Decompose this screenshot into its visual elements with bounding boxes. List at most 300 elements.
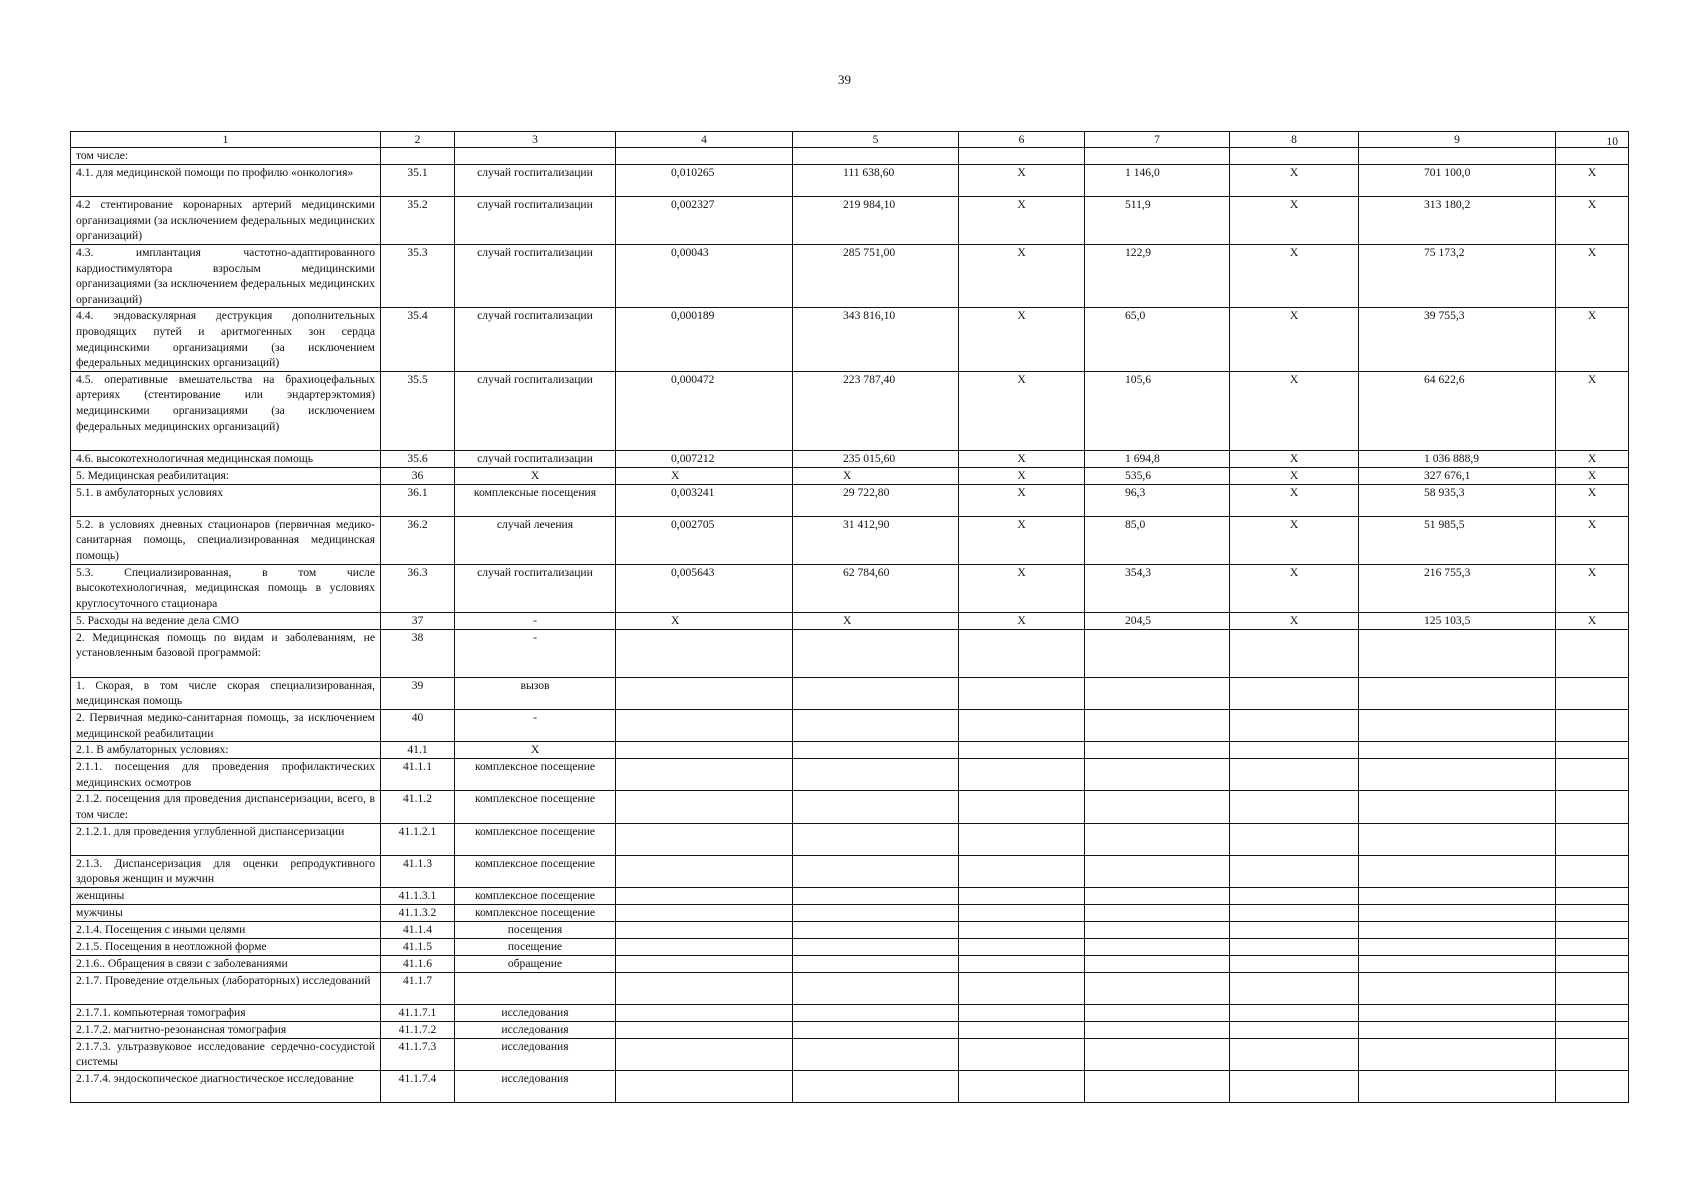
table-cell-col7	[1085, 1021, 1230, 1038]
table-cell-col9	[1359, 972, 1556, 1004]
table-cell-col7: 1 694,8	[1085, 450, 1230, 467]
table-cell-col10: X	[1556, 467, 1629, 484]
table-cell-col9	[1359, 1004, 1556, 1021]
table-cell-col3: комплексное посещение	[455, 887, 616, 904]
table-row	[71, 855, 1629, 887]
table-cell-col9	[1359, 904, 1556, 921]
table-cell-col9: 125 103,5	[1359, 612, 1556, 629]
table-cell-col2	[381, 148, 455, 165]
table-cell-col2: 41.1.3.2	[381, 904, 455, 921]
table-cell-col4: 0,00043	[616, 245, 793, 308]
table-cell-col7	[1085, 938, 1230, 955]
table-cell-col8	[1230, 1070, 1359, 1102]
table-cell-col4	[616, 955, 793, 972]
table-row	[71, 245, 1629, 308]
table-cell-col6: X	[959, 450, 1085, 467]
table-cell-col3: исследования	[455, 1004, 616, 1021]
table-cell-col3: -	[455, 629, 616, 677]
table-cell-col5: 223 787,40	[793, 371, 959, 450]
table-cell-col7	[1085, 629, 1230, 677]
table-cell-col9	[1359, 1021, 1556, 1038]
table-row	[71, 904, 1629, 921]
table-cell-col9	[1359, 823, 1556, 855]
table-cell-col1: 5. Расходы на ведение дела СМО	[71, 612, 381, 629]
table-cell-col7	[1085, 742, 1230, 759]
table-cell-col10: X	[1556, 308, 1629, 371]
table-cell-col1: 1. Скорая, в том числе скорая специализированная, медицинская помощь	[71, 677, 381, 709]
table-cell-col5	[793, 709, 959, 741]
page-number: 39	[838, 72, 851, 87]
table-cell-col8	[1230, 148, 1359, 165]
table-cell-col9	[1359, 1038, 1556, 1070]
table-cell-col3: -	[455, 709, 616, 741]
table-cell-col5	[793, 1070, 959, 1102]
table-cell-col1: 2.1.4. Посещения с иными целями	[71, 921, 381, 938]
table-cell-col1: 2.1.6.. Обращения в связи с заболеваниями	[71, 955, 381, 972]
table-cell-col5: X	[793, 467, 959, 484]
table-cell-col4: 0,010265	[616, 165, 793, 197]
data-table	[70, 131, 1629, 1103]
table-row	[71, 938, 1629, 955]
table-cell-col7: 85,0	[1085, 516, 1230, 564]
table-row	[71, 972, 1629, 1004]
table-cell-col1: 2.1.2.1. для проведения углубленной диспансеризации	[71, 823, 381, 855]
table-row	[71, 887, 1629, 904]
table-cell-col8: X	[1230, 165, 1359, 197]
table-cell-col4: 0,002705	[616, 516, 793, 564]
table-cell-col1: женщины	[71, 887, 381, 904]
table-cell-col8: X	[1230, 245, 1359, 308]
table-cell-col3: исследования	[455, 1038, 616, 1070]
table-cell-col8: X	[1230, 484, 1359, 516]
table-cell-col10	[1556, 709, 1629, 741]
table-cell-col6	[959, 823, 1085, 855]
table-cell-col6	[959, 677, 1085, 709]
table-cell-col2: 35.1	[381, 165, 455, 197]
table-cell-col3: случай госпитализации	[455, 165, 616, 197]
table-cell-col7	[1085, 148, 1230, 165]
table-cell-col3: обращение	[455, 955, 616, 972]
table-cell-col10	[1556, 1070, 1629, 1102]
table-cell-col8	[1230, 955, 1359, 972]
table-cell-col8	[1230, 1038, 1359, 1070]
table-cell-col9: 216 755,3	[1359, 564, 1556, 612]
table-cell-col10	[1556, 823, 1629, 855]
table-row	[71, 629, 1629, 677]
table-cell-col4	[616, 148, 793, 165]
table-cell-col9: 1 036 888,9	[1359, 450, 1556, 467]
table-cell-col2: 41.1.7.2	[381, 1021, 455, 1038]
table-cell-col8	[1230, 921, 1359, 938]
table-cell-col7: 1 146,0	[1085, 165, 1230, 197]
table-cell-col7	[1085, 791, 1230, 823]
table-cell-col9	[1359, 921, 1556, 938]
table-cell-col4	[616, 709, 793, 741]
table-cell-col4: 0,000472	[616, 371, 793, 450]
table-cell-col2: 41.1.7.1	[381, 1004, 455, 1021]
table-cell-col3: случай госпитализации	[455, 197, 616, 245]
table-cell-col6	[959, 148, 1085, 165]
table-cell-col10	[1556, 938, 1629, 955]
table-cell-col6	[959, 1038, 1085, 1070]
table-cell-col10: X	[1556, 450, 1629, 467]
table-cell-col8	[1230, 1004, 1359, 1021]
table-cell-col4: 0,000189	[616, 308, 793, 371]
table-cell-col2: 35.2	[381, 197, 455, 245]
table-cell-col2: 41.1.3	[381, 855, 455, 887]
table-cell-col5: 29 722,80	[793, 484, 959, 516]
table-cell-col7	[1085, 709, 1230, 741]
table-cell-col5	[793, 955, 959, 972]
table-cell-col2: 36.1	[381, 484, 455, 516]
table-cell-col1: 2.1.7.4. эндоскопическое диагностическое исследование	[71, 1070, 381, 1102]
table-cell-col3: комплексное посещение	[455, 904, 616, 921]
table-cell-col10: X	[1556, 612, 1629, 629]
table-cell-col10	[1556, 742, 1629, 759]
table-cell-col3: X	[455, 742, 616, 759]
column-header: 1	[71, 132, 381, 148]
table-cell-col2: 36	[381, 467, 455, 484]
table-cell-col6	[959, 855, 1085, 887]
table-cell-col7: 511,9	[1085, 197, 1230, 245]
table-cell-col3	[455, 148, 616, 165]
table-cell-col9: 58 935,3	[1359, 484, 1556, 516]
table-cell-col4: 0,005643	[616, 564, 793, 612]
table-cell-col6: X	[959, 371, 1085, 450]
table-cell-col6	[959, 1070, 1085, 1102]
table-cell-col10	[1556, 677, 1629, 709]
column-header: 2	[381, 132, 455, 148]
table-cell-col8: X	[1230, 516, 1359, 564]
table-cell-col7: 122,9	[1085, 245, 1230, 308]
table-cell-col6	[959, 921, 1085, 938]
table-cell-col7	[1085, 759, 1230, 791]
table-cell-col8: X	[1230, 308, 1359, 371]
table-cell-col10	[1556, 1021, 1629, 1038]
table-cell-col4: 0,002327	[616, 197, 793, 245]
table-cell-col2: 39	[381, 677, 455, 709]
table-cell-col1: 5.3. Специализированная, в том числе высокотехнологичная, медицинская помощь в условиях круглосуточного стационара	[71, 564, 381, 612]
table-cell-col3: случай госпитализации	[455, 564, 616, 612]
table-cell-col7: 65,0	[1085, 308, 1230, 371]
table-row	[71, 823, 1629, 855]
table-cell-col5	[793, 742, 959, 759]
table-cell-col2: 36.2	[381, 516, 455, 564]
table-row	[71, 955, 1629, 972]
table-row	[71, 197, 1629, 245]
column-header: 7	[1085, 132, 1230, 148]
table-cell-col2: 41.1.7.3	[381, 1038, 455, 1070]
table-cell-col7	[1085, 677, 1230, 709]
table-cell-col1: 4.4. эндоваскулярная деструкция дополнительных проводящих путей и аритмогенных зон сердца медицинскими организациями (за исключением федеральных медицинских организаций)	[71, 308, 381, 371]
table-cell-col5: 235 015,60	[793, 450, 959, 467]
table-cell-col10	[1556, 972, 1629, 1004]
table-cell-col3: случай госпитализации	[455, 371, 616, 450]
table-row	[71, 1070, 1629, 1102]
table-cell-col6: X	[959, 516, 1085, 564]
table-cell-col8	[1230, 629, 1359, 677]
table-cell-col5	[793, 972, 959, 1004]
table-cell-col3: случай лечения	[455, 516, 616, 564]
table-cell-col9: 51 985,5	[1359, 516, 1556, 564]
table-cell-col8	[1230, 887, 1359, 904]
table-cell-col5	[793, 1021, 959, 1038]
table-cell-col8: X	[1230, 197, 1359, 245]
table-cell-col7	[1085, 887, 1230, 904]
table-cell-col8: X	[1230, 371, 1359, 450]
table-cell-col7: 354,3	[1085, 564, 1230, 612]
table-cell-col1: том числе:	[71, 148, 381, 165]
table-cell-col4	[616, 1021, 793, 1038]
table-cell-col1: мужчины	[71, 904, 381, 921]
table-cell-col5	[793, 823, 959, 855]
table-cell-col4	[616, 938, 793, 955]
table-cell-col7	[1085, 1038, 1230, 1070]
table-cell-col1: 4.1. для медицинской помощи по профилю «онкология»	[71, 165, 381, 197]
table-cell-col3: случай госпитализации	[455, 245, 616, 308]
table-body	[71, 148, 1629, 1103]
table-cell-col3	[455, 972, 616, 1004]
table-cell-col5	[793, 921, 959, 938]
table-cell-col9: 327 676,1	[1359, 467, 1556, 484]
table-cell-col10: X	[1556, 564, 1629, 612]
table-cell-col3: комплексное посещение	[455, 855, 616, 887]
table-cell-col2: 38	[381, 629, 455, 677]
table-cell-col1: 5.2. в условиях дневных стационаров (первичная медико-санитарная помощь, специализированная медицинская помощь)	[71, 516, 381, 564]
column-header: 8	[1230, 132, 1359, 148]
table-cell-col2: 40	[381, 709, 455, 741]
table-cell-col3: исследования	[455, 1070, 616, 1102]
table-cell-col6	[959, 887, 1085, 904]
table-cell-col5	[793, 629, 959, 677]
table-cell-col5	[793, 904, 959, 921]
table-cell-col5: 111 638,60	[793, 165, 959, 197]
table-cell-col7	[1085, 972, 1230, 1004]
table-cell-col9	[1359, 148, 1556, 165]
table-row	[71, 709, 1629, 741]
table-cell-col8	[1230, 855, 1359, 887]
table-cell-col3: комплексное посещение	[455, 759, 616, 791]
table-row	[71, 450, 1629, 467]
table-row	[71, 484, 1629, 516]
table-row	[71, 921, 1629, 938]
table-row	[71, 148, 1629, 165]
table-cell-col7	[1085, 921, 1230, 938]
table-cell-col4	[616, 904, 793, 921]
table-cell-col2: 41.1.1	[381, 759, 455, 791]
table-cell-col5: 62 784,60	[793, 564, 959, 612]
table-cell-col6: X	[959, 308, 1085, 371]
table-row	[71, 612, 1629, 629]
table-cell-col1: 2. Первичная медико-санитарная помощь, за исключением медицинской реабилитации	[71, 709, 381, 741]
table-cell-col3: посещение	[455, 938, 616, 955]
table-cell-col6	[959, 955, 1085, 972]
table-cell-col6	[959, 904, 1085, 921]
table-cell-col4	[616, 1070, 793, 1102]
table-cell-col8	[1230, 904, 1359, 921]
table-row	[71, 742, 1629, 759]
table-cell-col10: X	[1556, 371, 1629, 450]
table-cell-col10	[1556, 904, 1629, 921]
table-cell-col3: случай госпитализации	[455, 308, 616, 371]
table-cell-col3: -	[455, 612, 616, 629]
table-row	[71, 1038, 1629, 1070]
table-cell-col8	[1230, 742, 1359, 759]
table-cell-col4	[616, 921, 793, 938]
table-cell-col1: 2.1.7.1. компьютерная томография	[71, 1004, 381, 1021]
table-cell-col1: 4.2 стентирование коронарных артерий медицинскими организациями (за исключением федеральных медицинских организаций)	[71, 197, 381, 245]
table-cell-col7	[1085, 855, 1230, 887]
table-cell-col6: X	[959, 612, 1085, 629]
table-cell-col6	[959, 742, 1085, 759]
table-cell-col3: исследования	[455, 1021, 616, 1038]
table-cell-col3: посещения	[455, 921, 616, 938]
table-cell-col2: 41.1.2.1	[381, 823, 455, 855]
table-cell-col9	[1359, 855, 1556, 887]
table-cell-col5: 285 751,00	[793, 245, 959, 308]
table-cell-col3: случай госпитализации	[455, 450, 616, 467]
table-cell-col2: 35.6	[381, 450, 455, 467]
table-cell-col8	[1230, 759, 1359, 791]
column-header: 5	[793, 132, 959, 148]
table-cell-col10: X	[1556, 197, 1629, 245]
table-cell-col1: 2.1.3. Диспансеризация для оценки репродуктивного здоровья женщин и мужчин	[71, 855, 381, 887]
table-cell-col2: 41.1.4	[381, 921, 455, 938]
table-cell-col5: 219 984,10	[793, 197, 959, 245]
table-cell-col2: 41.1	[381, 742, 455, 759]
column-header: 9	[1359, 132, 1556, 148]
table-cell-col4: 0,003241	[616, 484, 793, 516]
table-cell-col7: 96,3	[1085, 484, 1230, 516]
table-cell-col5	[793, 855, 959, 887]
table-cell-col2: 35.3	[381, 245, 455, 308]
table-cell-col2: 35.5	[381, 371, 455, 450]
table-row	[71, 564, 1629, 612]
table-cell-col10	[1556, 1038, 1629, 1070]
table-cell-col8: X	[1230, 467, 1359, 484]
table-cell-col9	[1359, 791, 1556, 823]
table-cell-col10	[1556, 921, 1629, 938]
table-cell-col10	[1556, 955, 1629, 972]
table-row	[71, 759, 1629, 791]
table-cell-col4	[616, 887, 793, 904]
table-cell-col4	[616, 823, 793, 855]
table-cell-col4	[616, 759, 793, 791]
table-cell-col3: комплексное посещение	[455, 823, 616, 855]
table-cell-col2: 41.1.5	[381, 938, 455, 955]
table-cell-col6	[959, 629, 1085, 677]
table-cell-col8	[1230, 823, 1359, 855]
table-cell-col3: X	[455, 467, 616, 484]
table-cell-col2: 41.1.6	[381, 955, 455, 972]
table-cell-col9	[1359, 887, 1556, 904]
table-cell-col4: 0,007212	[616, 450, 793, 467]
table-cell-col6: X	[959, 467, 1085, 484]
table-cell-col8	[1230, 709, 1359, 741]
table-cell-col5: 343 816,10	[793, 308, 959, 371]
table-cell-col5	[793, 759, 959, 791]
table-cell-col8	[1230, 972, 1359, 1004]
table-cell-col6	[959, 938, 1085, 955]
table-cell-col10	[1556, 629, 1629, 677]
table-cell-col1: 2.1.7. Проведение отдельных (лабораторных) исследований	[71, 972, 381, 1004]
table-cell-col2: 41.1.7	[381, 972, 455, 1004]
column-header: 4	[616, 132, 793, 148]
table-cell-col9: 313 180,2	[1359, 197, 1556, 245]
table-cell-col3: вызов	[455, 677, 616, 709]
table-cell-col8	[1230, 677, 1359, 709]
table-cell-col7	[1085, 955, 1230, 972]
table-cell-col4	[616, 742, 793, 759]
column-header: 10	[1556, 132, 1629, 148]
table-cell-col4	[616, 629, 793, 677]
table-cell-col1: 2.1.5. Посещения в неотложной форме	[71, 938, 381, 955]
table-cell-col1: 4.3. имплантация частотно-адаптированного кардиостимулятора взрослым медицинскими организациями (за исключением федеральных медицинских организаций)	[71, 245, 381, 308]
table-cell-col5	[793, 938, 959, 955]
table-cell-col6	[959, 1021, 1085, 1038]
table-cell-col10	[1556, 759, 1629, 791]
table-cell-col8	[1230, 938, 1359, 955]
table-row	[71, 677, 1629, 709]
table-cell-col9	[1359, 1070, 1556, 1102]
table-row	[71, 791, 1629, 823]
table-cell-col8	[1230, 791, 1359, 823]
table-cell-col10: X	[1556, 516, 1629, 564]
table-cell-col7: 204,5	[1085, 612, 1230, 629]
table-cell-col10	[1556, 791, 1629, 823]
table-cell-col4	[616, 791, 793, 823]
table-cell-col8: X	[1230, 564, 1359, 612]
table-cell-col1: 2.1.7.3. ультразвуковое исследование сердечно-сосудистой системы	[71, 1038, 381, 1070]
table-cell-col10	[1556, 1004, 1629, 1021]
table-cell-col9: 701 100,0	[1359, 165, 1556, 197]
table-cell-col9: 75 173,2	[1359, 245, 1556, 308]
table-cell-col5	[793, 1004, 959, 1021]
table-cell-col1: 5.1. в амбулаторных условиях	[71, 484, 381, 516]
table-cell-col2: 36.3	[381, 564, 455, 612]
column-number-row	[71, 132, 1629, 148]
table-row	[71, 467, 1629, 484]
table-cell-col6: X	[959, 197, 1085, 245]
table-cell-col1: 5. Медицинская реабилитация:	[71, 467, 381, 484]
table-cell-col5	[793, 791, 959, 823]
table-cell-col4	[616, 972, 793, 1004]
table-cell-col9: 39 755,3	[1359, 308, 1556, 371]
table-cell-col9	[1359, 677, 1556, 709]
table-cell-col3: комплексное посещение	[455, 791, 616, 823]
table-cell-col5	[793, 1038, 959, 1070]
table-cell-col3: комплексные посещения	[455, 484, 616, 516]
table-cell-col1: 2.1.2. посещения для проведения диспансеризации, всего, в том числе:	[71, 791, 381, 823]
table-cell-col10: X	[1556, 165, 1629, 197]
table-cell-col2: 41.1.7.4	[381, 1070, 455, 1102]
table-cell-col6	[959, 759, 1085, 791]
table-row	[71, 165, 1629, 197]
table-cell-col4	[616, 855, 793, 887]
table-row	[71, 516, 1629, 564]
table-cell-col4: X	[616, 467, 793, 484]
table-cell-col4	[616, 677, 793, 709]
table-cell-col7	[1085, 904, 1230, 921]
table-cell-col10	[1556, 148, 1629, 165]
column-header: 6	[959, 132, 1085, 148]
column-header: 3	[455, 132, 616, 148]
table-cell-col2: 41.1.3.1	[381, 887, 455, 904]
table-cell-col8: X	[1230, 612, 1359, 629]
table-cell-col1: 2.1.7.2. магнитно-резонансная томография	[71, 1021, 381, 1038]
table-cell-col5: X	[793, 612, 959, 629]
table-cell-col9	[1359, 938, 1556, 955]
